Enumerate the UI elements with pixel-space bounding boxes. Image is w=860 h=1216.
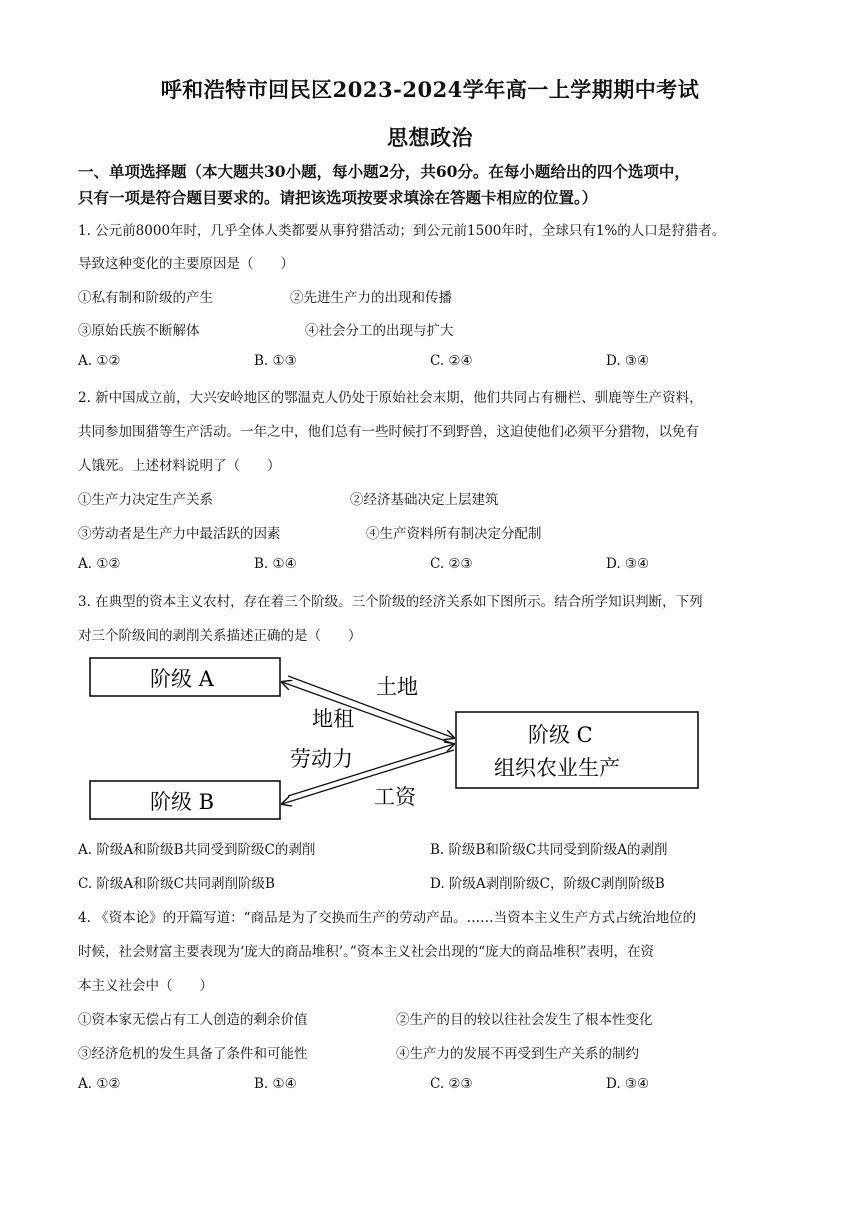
q1-statement-4: ④社会分工的出现与扩大 — [305, 323, 454, 339]
exam-title: 呼和浩特市回民区2023-2024学年高一上学期期中考试 — [160, 77, 700, 102]
q1-option-b[interactable]: B. ①③ — [254, 353, 297, 369]
q1-statement-3: ③原始氏族不断解体 — [78, 323, 200, 339]
q3-option-a[interactable]: A. 阶级A和阶级B共同受到阶级C的剥削 — [78, 842, 316, 858]
q2-statement-3: ③劳动者是生产力中最活跃的因素 — [78, 526, 281, 542]
q4-option-c[interactable]: C. ②③ — [430, 1076, 473, 1092]
q1-option-c[interactable]: C. ②④ — [430, 353, 473, 369]
q3-stem-line2: 对三个阶级间的剥削关系描述正确的是（ ） — [78, 628, 362, 644]
q2-statement-1: ①生产力决定生产关系 — [78, 492, 213, 508]
q4-statement-1: ①资本家无偿占有工人创造的剩余价值 — [78, 1012, 308, 1028]
q2-option-c[interactable]: C. ②③ — [430, 556, 473, 572]
wage-label: 工资 — [374, 785, 416, 809]
q2-statement-2: ②经济基础决定上层建筑 — [350, 492, 499, 508]
q1-statement-2: ②先进生产力的出现和传播 — [290, 290, 452, 306]
q3-stem-line1: 3. 在典型的资本主义农村，存在着三个阶级。三个阶级的经济关系如下图所示。结合所学知识判断，下列 — [78, 594, 703, 610]
rent-label: 地租 — [312, 707, 354, 731]
q1-option-a[interactable]: A. ①② — [78, 353, 121, 369]
q4-statement-2: ②生产的目的较以往社会发生了根本性变化 — [396, 1012, 653, 1028]
q4-option-b[interactable]: B. ①④ — [254, 1076, 297, 1092]
arrow-rent — [282, 682, 454, 744]
q2-option-b[interactable]: B. ①④ — [254, 556, 297, 572]
labor-label: 劳动力 — [290, 747, 353, 771]
q2-option-a[interactable]: A. ①② — [78, 556, 121, 572]
section-header-line2: 只有一项是符合题目要求的。请把该选项按要求填涂在答题卡相应的位置。） — [78, 188, 598, 207]
q1-statement-1: ①私有制和阶级的产生 — [78, 290, 213, 306]
q1-option-d[interactable]: D. ③④ — [606, 353, 650, 369]
q2-stem-line3: 人饿死。上述材料说明了（ ） — [78, 458, 281, 474]
q4-option-a[interactable]: A. ①② — [78, 1076, 121, 1092]
q4-stem-line1: 4. 《资本论》的开篇写道：“商品是为了交换而生产的劳动产品。……当资本主义生产方式占统治地位的 — [78, 910, 697, 926]
q4-option-d[interactable]: D. ③④ — [606, 1076, 650, 1092]
q4-statement-3: ③经济危机的发生具备了条件和可能性 — [78, 1046, 308, 1062]
q4-stem-line2: 时候，社会财富主要表现为‘庞大的商品堆积’。”资本主义社会出现的“庞大的商品堆积”表明，在资 — [78, 944, 655, 960]
q4-statement-4: ④生产力的发展不再受到生产关系的制约 — [396, 1046, 639, 1062]
q1-stem-line2: 导致这种变化的主要原因是（ ） — [78, 256, 294, 272]
q2-stem-line1: 2. 新中国成立前，大兴安岭地区的鄂温克人仍处于原始社会末期，他们共同占有栅栏、驯鹿等生产资料， — [78, 390, 703, 406]
class-c-sublabel: 组织农业生产 — [494, 756, 620, 780]
class-relations-diagram — [78, 646, 718, 826]
q2-stem-line2: 共同参加围猎等生产活动。一年之中，他们总有一些时候打不到野兽，这迫使他们必须平分猎物，以免有 — [78, 424, 699, 440]
q1-stem-line1: 1. 公元前8000年时，几乎全体人类都要从事狩猎活动；到公元前1500年时，全球只有1%的人口是狩猎者。 — [78, 223, 726, 239]
class-b-label: 阶级 B — [150, 790, 215, 814]
q4-stem-line3: 本主义社会中（ ） — [78, 978, 213, 994]
q2-statement-4: ④生产资料所有制决定分配制 — [366, 526, 542, 542]
q3-option-b[interactable]: B. 阶级B和阶级C共同受到阶级A的剥削 — [430, 842, 668, 858]
q2-option-d[interactable]: D. ③④ — [606, 556, 650, 572]
subject-title: 思想政治 — [387, 125, 473, 150]
q3-option-c[interactable]: C. 阶级A和阶级C共同剥削阶级B — [78, 876, 275, 892]
class-a-label: 阶级 A — [150, 667, 214, 691]
class-c-label: 阶级 C — [528, 723, 593, 747]
section-header-line1: 一、单项选择题（本大题共30小题，每小题2分，共60分。在每小题给出的四个选项中， — [78, 162, 690, 181]
land-label: 土地 — [376, 675, 418, 699]
q3-option-d[interactable]: D. 阶级A剥削阶级C，阶级C剥削阶级B — [430, 876, 665, 892]
